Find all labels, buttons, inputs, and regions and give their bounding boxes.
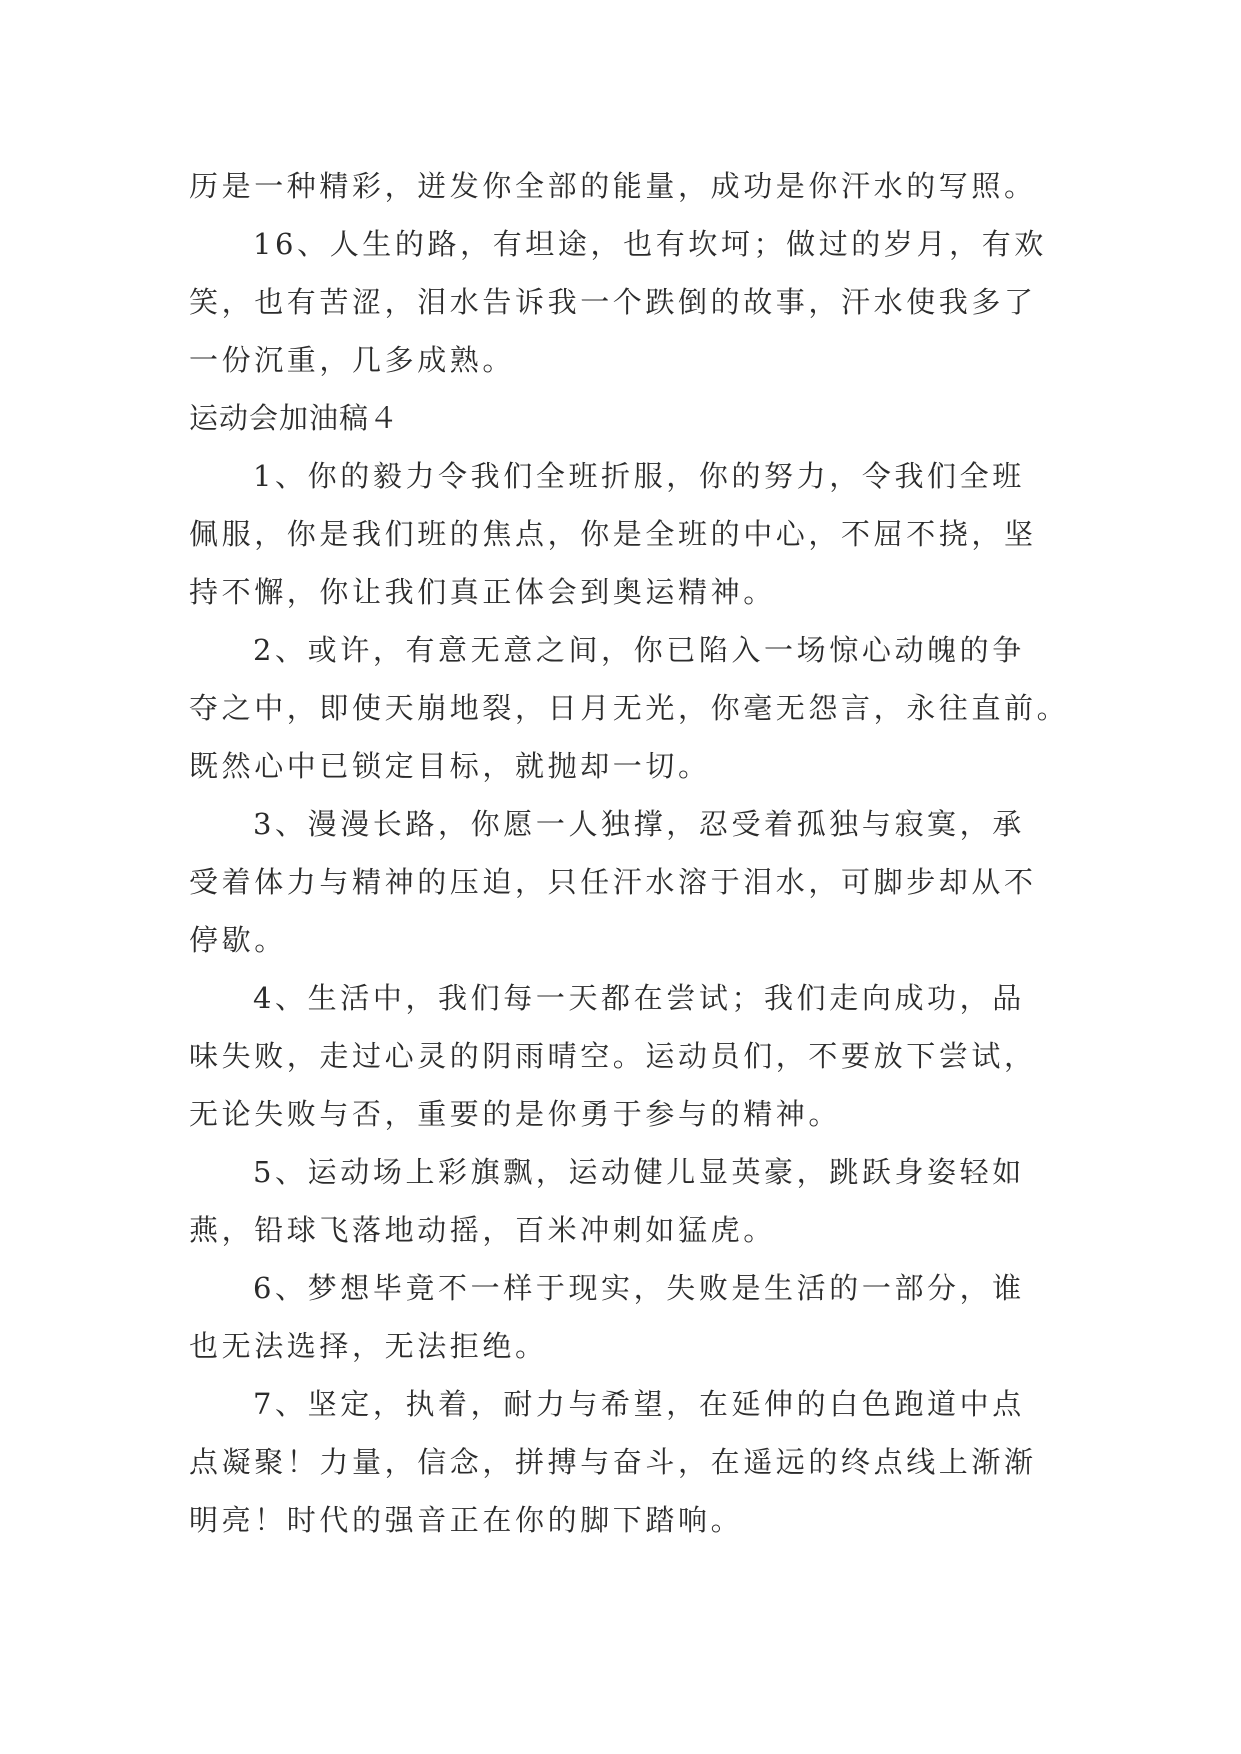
paragraph-item-6 — [189, 1259, 1069, 1375]
text-line: 味失败，走过心灵的阴雨晴空。运动员们，不要放下尝试， — [189, 1039, 1037, 1073]
paragraph-item-16 — [189, 215, 1069, 389]
text-line: 燕，铅球飞落地动摇，百米冲刺如猛虎。 — [189, 1213, 776, 1247]
text-line: 1、你的毅力令我们全班折服，你的努力，令我们全班 — [253, 459, 1025, 493]
paragraph-continuation — [189, 157, 1069, 215]
text-line: 16、人生的路，有坦途，也有坎坷；做过的岁月，有欢 — [253, 227, 1047, 261]
paragraph-item-3 — [189, 795, 1069, 969]
text-line: 笑，也有苦涩，泪水告诉我一个跌倒的故事，汗水使我多了 — [189, 285, 1037, 319]
text-line: 受着体力与精神的压迫，只任汗水溶于泪水，可脚步却从不 — [189, 865, 1037, 899]
text-line: 佩服，你是我们班的焦点，你是全班的中心，不屈不挠，坚 — [189, 517, 1037, 551]
text-line: 无论失败与否，重要的是你勇于参与的精神。 — [189, 1097, 842, 1131]
paragraph-item-7 — [189, 1375, 1069, 1549]
document-body — [189, 157, 1069, 1549]
text-line: 停歇。 — [189, 923, 287, 957]
text-line: 3、漫漫长路，你愿一人独撑，忍受着孤独与寂寞，承 — [253, 807, 1025, 841]
text-line: 2、或许，有意无意之间，你已陷入一场惊心动魄的争 — [253, 633, 1025, 667]
text-line: 4、生活中，我们每一天都在尝试；我们走向成功，品 — [253, 981, 1025, 1015]
text-line: 既然心中已锁定目标，就抛却一切。 — [189, 749, 711, 783]
paragraph-item-4 — [189, 969, 1069, 1143]
paragraph-item-2 — [189, 621, 1069, 795]
text-line: 7、坚定，执着，耐力与希望，在延伸的白色跑道中点 — [253, 1387, 1025, 1421]
text-line: 一份沉重，几多成熟。 — [189, 343, 516, 377]
text-line: 6、梦想毕竟不一样于现实，失败是生活的一部分，谁 — [253, 1271, 1025, 1305]
text-line: 夺之中，即使天崩地裂，日月无光，你毫无怨言，永往直前。 — [189, 691, 1070, 725]
text-line: 明亮！时代的强音正在你的脚下踏响。 — [189, 1503, 744, 1537]
text-line: 5、运动场上彩旗飘，运动健儿显英豪，跳跃身姿轻如 — [253, 1155, 1025, 1189]
text-line: 持不懈，你让我们真正体会到奥运精神。 — [189, 575, 776, 609]
section-heading: 运动会加油稿４ — [189, 401, 400, 435]
text-line: 点凝聚！力量，信念，拼搏与奋斗，在遥远的终点线上渐渐 — [189, 1445, 1037, 1479]
text-line: 也无法选择，无法拒绝。 — [189, 1329, 548, 1363]
text-line: 历是一种精彩，迸发你全部的能量，成功是你汗水的写照。 — [189, 169, 1037, 203]
paragraph-item-1 — [189, 447, 1069, 621]
paragraph-item-5 — [189, 1143, 1069, 1259]
